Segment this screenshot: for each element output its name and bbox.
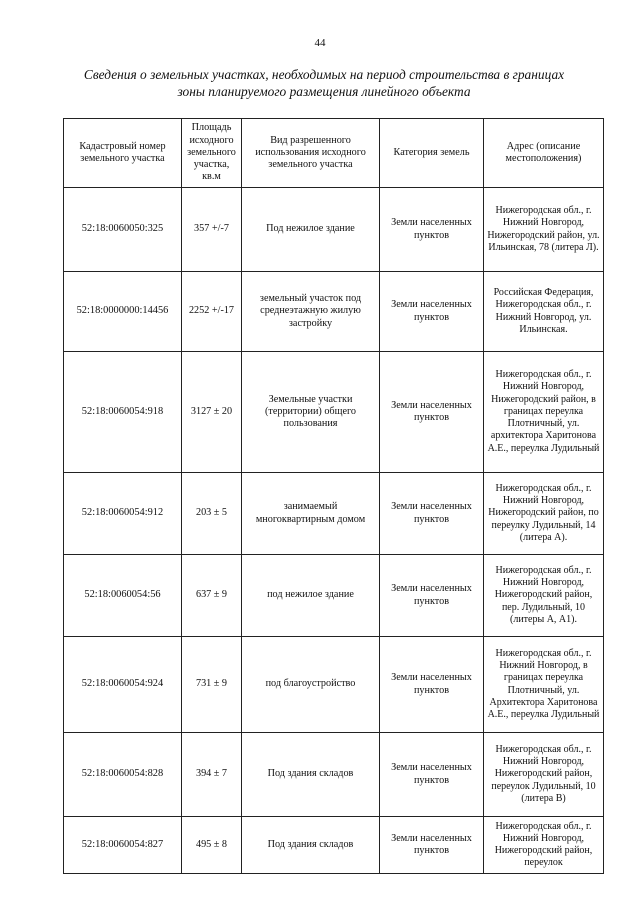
cadastral-number-cell: 52:18:0060054:924 xyxy=(64,637,182,733)
header-cadastral-number: Кадастровый номер земельного участка xyxy=(64,119,182,188)
table-row xyxy=(64,637,604,733)
area-cell: 394 ± 7 xyxy=(182,733,242,817)
cadastral-number-cell: 52:18:0060054:827 xyxy=(64,817,182,874)
table-row xyxy=(64,272,604,352)
category-cell: Земли населенных пунктов xyxy=(380,272,484,352)
page-number: 44 xyxy=(314,37,326,49)
cadastral-number-cell: 52:18:0060054:56 xyxy=(64,555,182,637)
table-row xyxy=(64,733,604,817)
category-cell: Земли населенных пунктов xyxy=(380,637,484,733)
table-header-row xyxy=(64,119,604,188)
area-cell: 3127 ± 20 xyxy=(182,352,242,473)
area-cell: 203 ± 5 xyxy=(182,473,242,555)
cadastral-number-cell: 52:18:0000000:14456 xyxy=(64,272,182,352)
category-cell: Земли населенных пунктов xyxy=(380,473,484,555)
table-row xyxy=(64,473,604,555)
usage-cell: Земельные участки (территории) общего пользования xyxy=(242,352,380,473)
table-row xyxy=(64,188,604,272)
usage-cell: Под здания складов xyxy=(242,817,380,874)
document-title-line-2: зоны планируемого размещения линейного объекта xyxy=(177,84,471,99)
cadastral-number-cell: 52:18:0060050:325 xyxy=(64,188,182,272)
document-title xyxy=(40,66,608,100)
table-row xyxy=(64,817,604,874)
area-cell: 731 ± 9 xyxy=(182,637,242,733)
area-cell: 2252 +/-17 xyxy=(182,272,242,352)
header-address: Адрес (описание местоположения) xyxy=(484,119,604,188)
usage-cell: под благоустройство xyxy=(242,637,380,733)
category-cell: Земли населенных пунктов xyxy=(380,733,484,817)
usage-cell: Под здания складов xyxy=(242,733,380,817)
address-cell: Нижегородская обл., г. Нижний Новгород, Нижегородский район, ул. Ильинская, 78 (литера Л). xyxy=(484,188,604,272)
header-land-category: Категория земель xyxy=(380,119,484,188)
address-cell: Нижегородская обл., г. Нижний Новгород, Нижегородский район, переулок Лудильный, 10 (литера В) xyxy=(484,733,604,817)
category-cell: Земли населенных пунктов xyxy=(380,555,484,637)
category-cell: Земли населенных пунктов xyxy=(380,817,484,874)
usage-cell: земельный участок под среднеэтажную жилую застройку xyxy=(242,272,380,352)
address-cell: Российская Федерация, Нижегородская обл., г. Нижний Новгород, ул. Ильинская. xyxy=(484,272,604,352)
table-row xyxy=(64,352,604,473)
header-area: Площадь исходного земельного участка, кв.м xyxy=(182,119,242,188)
document-title-line-1: Сведения о земельных участках, необходимых на период строительства в границах xyxy=(83,67,565,82)
category-cell: Земли населенных пунктов xyxy=(380,188,484,272)
land-plots-table xyxy=(63,118,604,874)
header-permitted-use: Вид разрешенного использования исходного земельного участка xyxy=(242,119,380,188)
usage-cell: Под нежилое здание xyxy=(242,188,380,272)
address-cell: Нижегородская обл., г. Нижний Новгород, в границах переулка Плотничный, ул. Архитектора Харитонова А.Е., переулка Лудильный xyxy=(484,637,604,733)
area-cell: 495 ± 8 xyxy=(182,817,242,874)
cadastral-number-cell: 52:18:0060054:828 xyxy=(64,733,182,817)
usage-cell: занимаемый многоквартирным домом xyxy=(242,473,380,555)
table-row xyxy=(64,555,604,637)
area-cell: 637 ± 9 xyxy=(182,555,242,637)
address-cell: Нижегородская обл., г. Нижний Новгород, Нижегородский район, переулок xyxy=(484,817,604,874)
address-cell: Нижегородская обл., г. Нижний Новгород, Нижегородский район, в границах переулка Плотничный, ул. архитектора Харитонова А.Е., переулка Лудильный xyxy=(484,352,604,473)
usage-cell: под нежилое здание xyxy=(242,555,380,637)
address-cell: Нижегородская обл., г. Нижний Новгород, Нижегородский район, по переулку Лудильный, 14 (литера А). xyxy=(484,473,604,555)
area-cell: 357 +/-7 xyxy=(182,188,242,272)
cadastral-number-cell: 52:18:0060054:918 xyxy=(64,352,182,473)
cadastral-number-cell: 52:18:0060054:912 xyxy=(64,473,182,555)
address-cell: Нижегородская обл., г. Нижний Новгород, Нижегородский район, пер. Лудильный, 10 (литеры А, А1). xyxy=(484,555,604,637)
category-cell: Земли населенных пунктов xyxy=(380,352,484,473)
